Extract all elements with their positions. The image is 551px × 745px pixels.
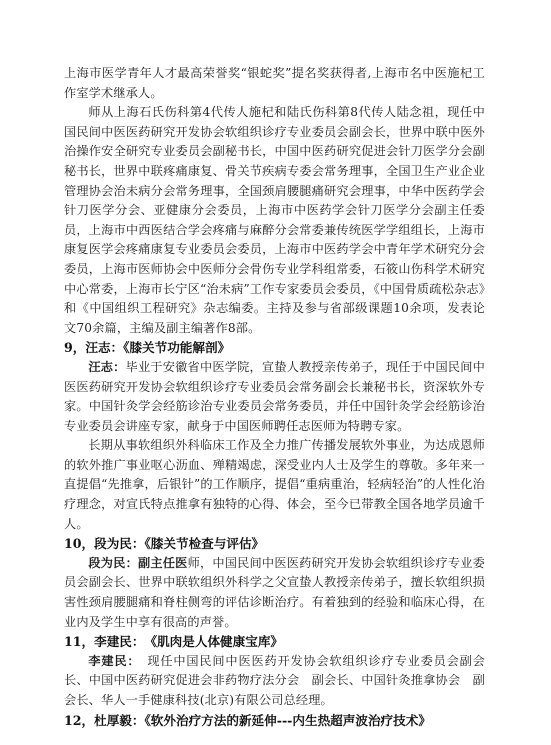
speaker-name-label: 李建民： (88, 653, 135, 668)
paragraph-biography-positions: 师从上海石氏伤科第4代传人施杞和陆氏伤科第8代传人陆念祖，现任中国民间中医医药研究开发协会软组织诊疗专业委员会副会长，世界中联中医外治操作安全研究专业委员会副秘书长，中国中医药研究促进会针刀医学分会副秘书长，世界中联疼痛康复、骨关节疾病专委会常务理事，全国卫生产业企业管理协会治未病分会常务理事，全国颈肩腰腿痛研究会理事，中华中医药学会针刀医学分会、亚健康分会委员，上海市中医药学会针刀医学分会副主任委员，上海市中西医结合学会疼痛与麻醉分会常委兼传统医学学组组长，上海市康复医学会疼痛康复专业委员会委员，上海市中医药学会中青年学术研究分会委员，上海市医师协会中医师分会骨伤专业学科组常委，石筱山伤科学术研究中心常委，上海市长宁区“治未病”工作专家委员会委员，《中国骨质疏松杂志》和《中国组织工程研究》杂志编委。主持及参与省部级课题10余项，发表论文70余篇，主编及副主编著作8部。 (64, 105, 485, 335)
section-heading-10: 10，段为民：《膝关节检查与评估》 (64, 536, 265, 552)
speaker-name-label: 段为民：副主任医 (88, 555, 188, 570)
speaker-name-label: 汪志： (88, 359, 126, 374)
section-heading-9: 9，汪志：《膝关节功能解剖》 (64, 340, 231, 356)
paragraph-wang-zhi-work: 长期从事软组织外科临床工作及全力推广传播发展软外事业，为达成恩师的软外推广事业呕心沥血、殚精竭虑，深受业内人士及学生的尊敬。多年来一直提倡“先推拿，后银针”的工作顺序，提倡“重病重治，轻病轻治”的人性化治疗理念，对宣氏特点推拿有独特的心得、体会，至今已带教全国各地学员逾千人。 (64, 438, 485, 531)
paragraph-text: 现任中国民间中医医药开发协会软组织诊疗专业委员会副会长、中国中医药研究促进会非药物疗法分会 副会长、中国针灸推拿协会 副会长、华人一手健康科技(北京)有限公司总经理。 (64, 653, 485, 707)
paragraph-text: 师，中国民间中医医药研究开发协会软组织诊疗专业委员会副会长、世界中联软组织外科学之父宣蛰人教授亲传弟子，擅长软组织损害性颈肩腰腿痛和脊柱侧弯的评估诊断治疗。有着独到的经验和临床心得，在业内及学生中享有很高的声誉。 (64, 555, 485, 629)
paragraph-duan-weimin-bio (64, 554, 485, 632)
paragraph-text: 毕业于安徽省中医学院，宣蛰人教授亲传弟子，现任于中国民间中医医药研究开发协会软组织诊疗专业委员会常务副会长兼秘书长，资深软外专家。中国针灸学会经筋诊治专业委员会常务委员，并任中国针灸学会经筋诊治专业委员会讲座专家，献身于中国医师聘任志医师为特聘专家。 (64, 359, 485, 433)
paragraph-li-jianmin-bio (64, 652, 485, 711)
paragraph-wang-zhi-bio (64, 358, 485, 436)
section-heading-11: 11，李建民： 《肌肉是人体健康宝库》 (64, 634, 284, 650)
section-heading-12: 12，杜厚毅：《软外治疗方法的新延伸---内生热超声波治疗技术》 (64, 712, 431, 728)
paragraph-intro-award: 上海市医学青年人才最高荣誉奖“银蛇奖”提名奖获得者,上海市名中医施杞工作室学术继承人。 (64, 66, 485, 100)
